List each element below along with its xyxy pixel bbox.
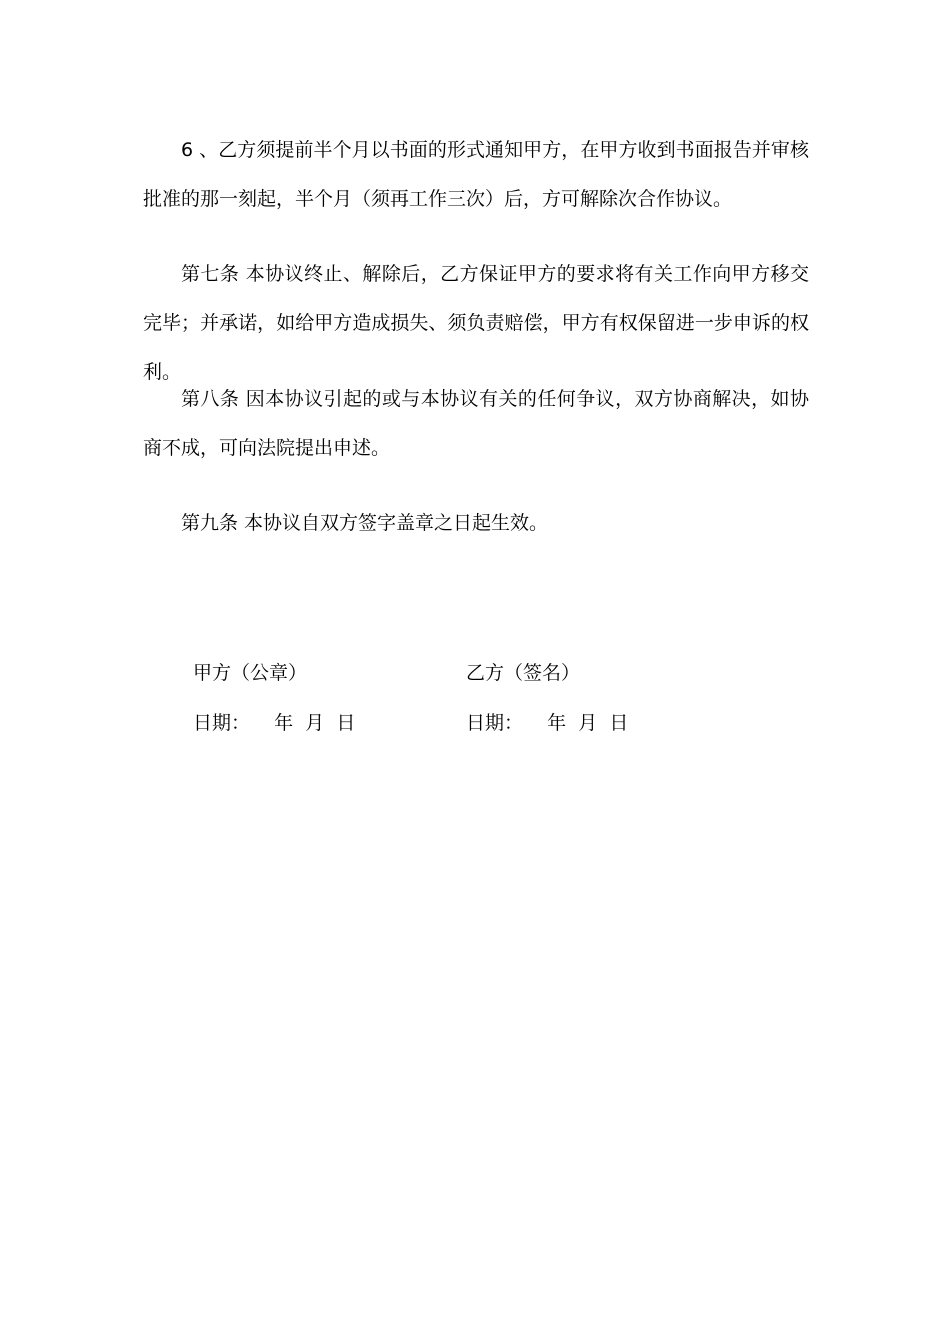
clause-paragraph-6: 6 、乙方须提前半个月以书面的形式通知甲方，在甲方收到书面报告并审核批准的那一刻起，半个月（须再工作三次）后，方可解除次合作协议。 bbox=[143, 139, 809, 210]
party-a-signature-label: 甲方（公章） bbox=[193, 662, 308, 684]
party-b-date-line: 日期： 年 月 日 bbox=[466, 712, 629, 734]
clause-article-8: 第八条 因本协议引起的或与本协议有关的任何争议，双方协商解决，如协商不成，可向法院提出申述。 bbox=[143, 388, 809, 459]
party-a-date-line: 日期： 年 月 日 bbox=[193, 712, 356, 734]
party-b-signature-label: 乙方（签名） bbox=[466, 662, 581, 684]
clause-article-7: 第七条 本协议终止、解除后，乙方保证甲方的要求将有关工作向甲方移交完毕；并承诺，如给甲方造成损失、须负责赔偿，甲方有权保留进一步申诉的权利。 bbox=[143, 263, 809, 383]
clause-article-9: 第九条 本协议自双方签字盖章之日起生效。 bbox=[181, 512, 549, 534]
